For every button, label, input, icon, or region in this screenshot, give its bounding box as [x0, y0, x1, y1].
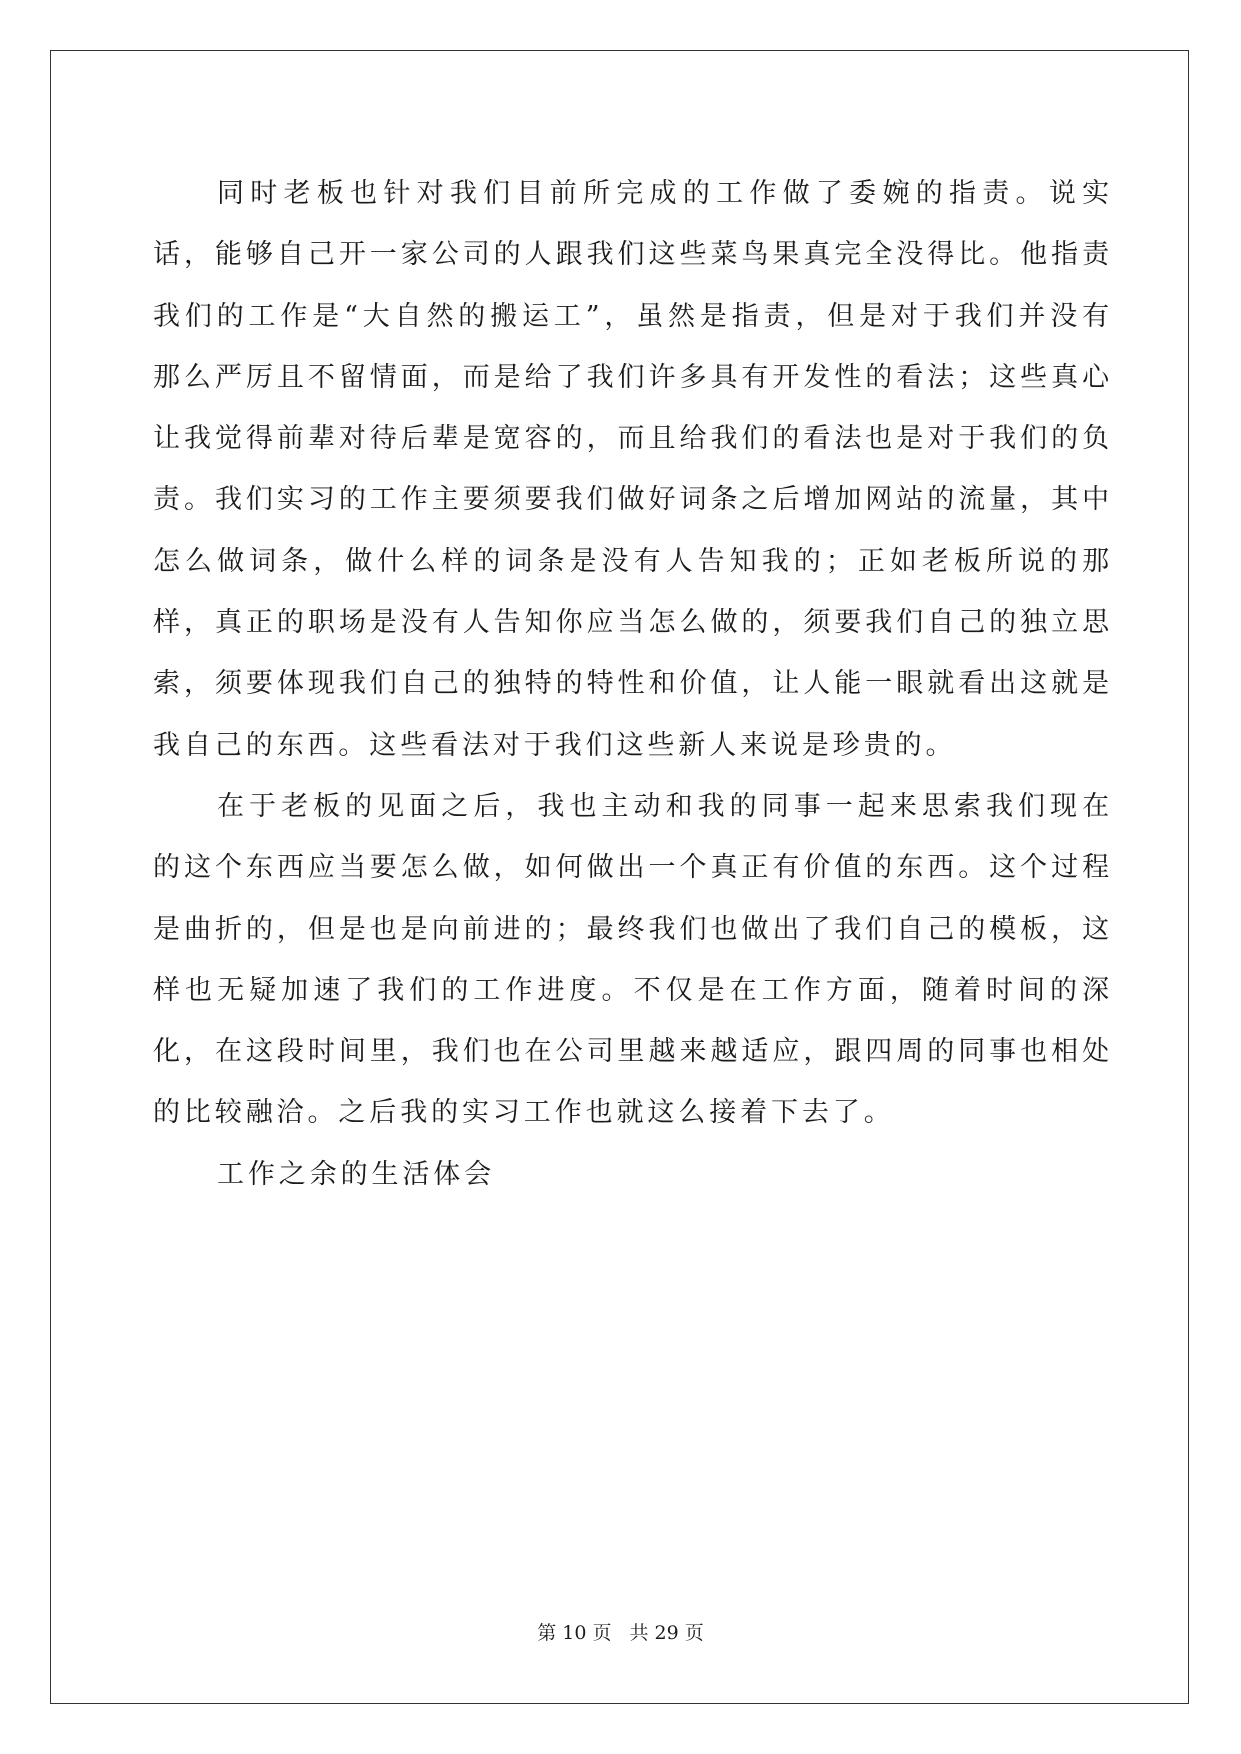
paragraph: 在于老板的见面之后，我也主动和我的同事一起来思索我们现在的这个东西应当要怎么做，如何做出一个真正有价值的东西。这个过程是曲折的，但是也是向前进的；最终我们也做出了我们自己的模板，这样也无疑加速了我们的工作进度。不仅是在工作方面，随着时间的深化，在这段时间里，我们也在公司里越来越适应，跟四周的同事也相处的比较融洽。之后我的实习工作也就这么接着下去了。 [153, 790, 1113, 1129]
page-number: 第 10 页 [537, 1622, 612, 1644]
paragraph: 同时老板也针对我们目前所完成的工作做了委婉的指责。说实话，能够自己开一家公司的人跟我们这些菜鸟果真完全没得比。他指责我们的工作是“大自然的搬运工”，虽然是指责，但是对于我们并没有那么严厉且不留情面，而是给了我们许多具有开发性的看法；这些真心让我觉得前辈对待后辈是宽容的，而且给我们的看法也是对于我们的负责。我们实习的工作主要须要我们做好词条之后增加网站的流量，其中怎么做词条，做什么样的词条是没有人告知我的；正如老板所说的那样，真正的职场是没有人告知你应当怎么做的，须要我们自己的独立思索，须要体现我们自己的独特的特性和价值，让人能一眼就看出这就是我自己的东西。这些看法对于我们这些新人来说是珍贵的。 [153, 178, 1113, 761]
page-total: 共 29 页 [629, 1622, 704, 1644]
page-footer [0, 1618, 1241, 1645]
document-body [153, 163, 1113, 1205]
section-heading: 工作之余的生活体会 [217, 1158, 496, 1190]
